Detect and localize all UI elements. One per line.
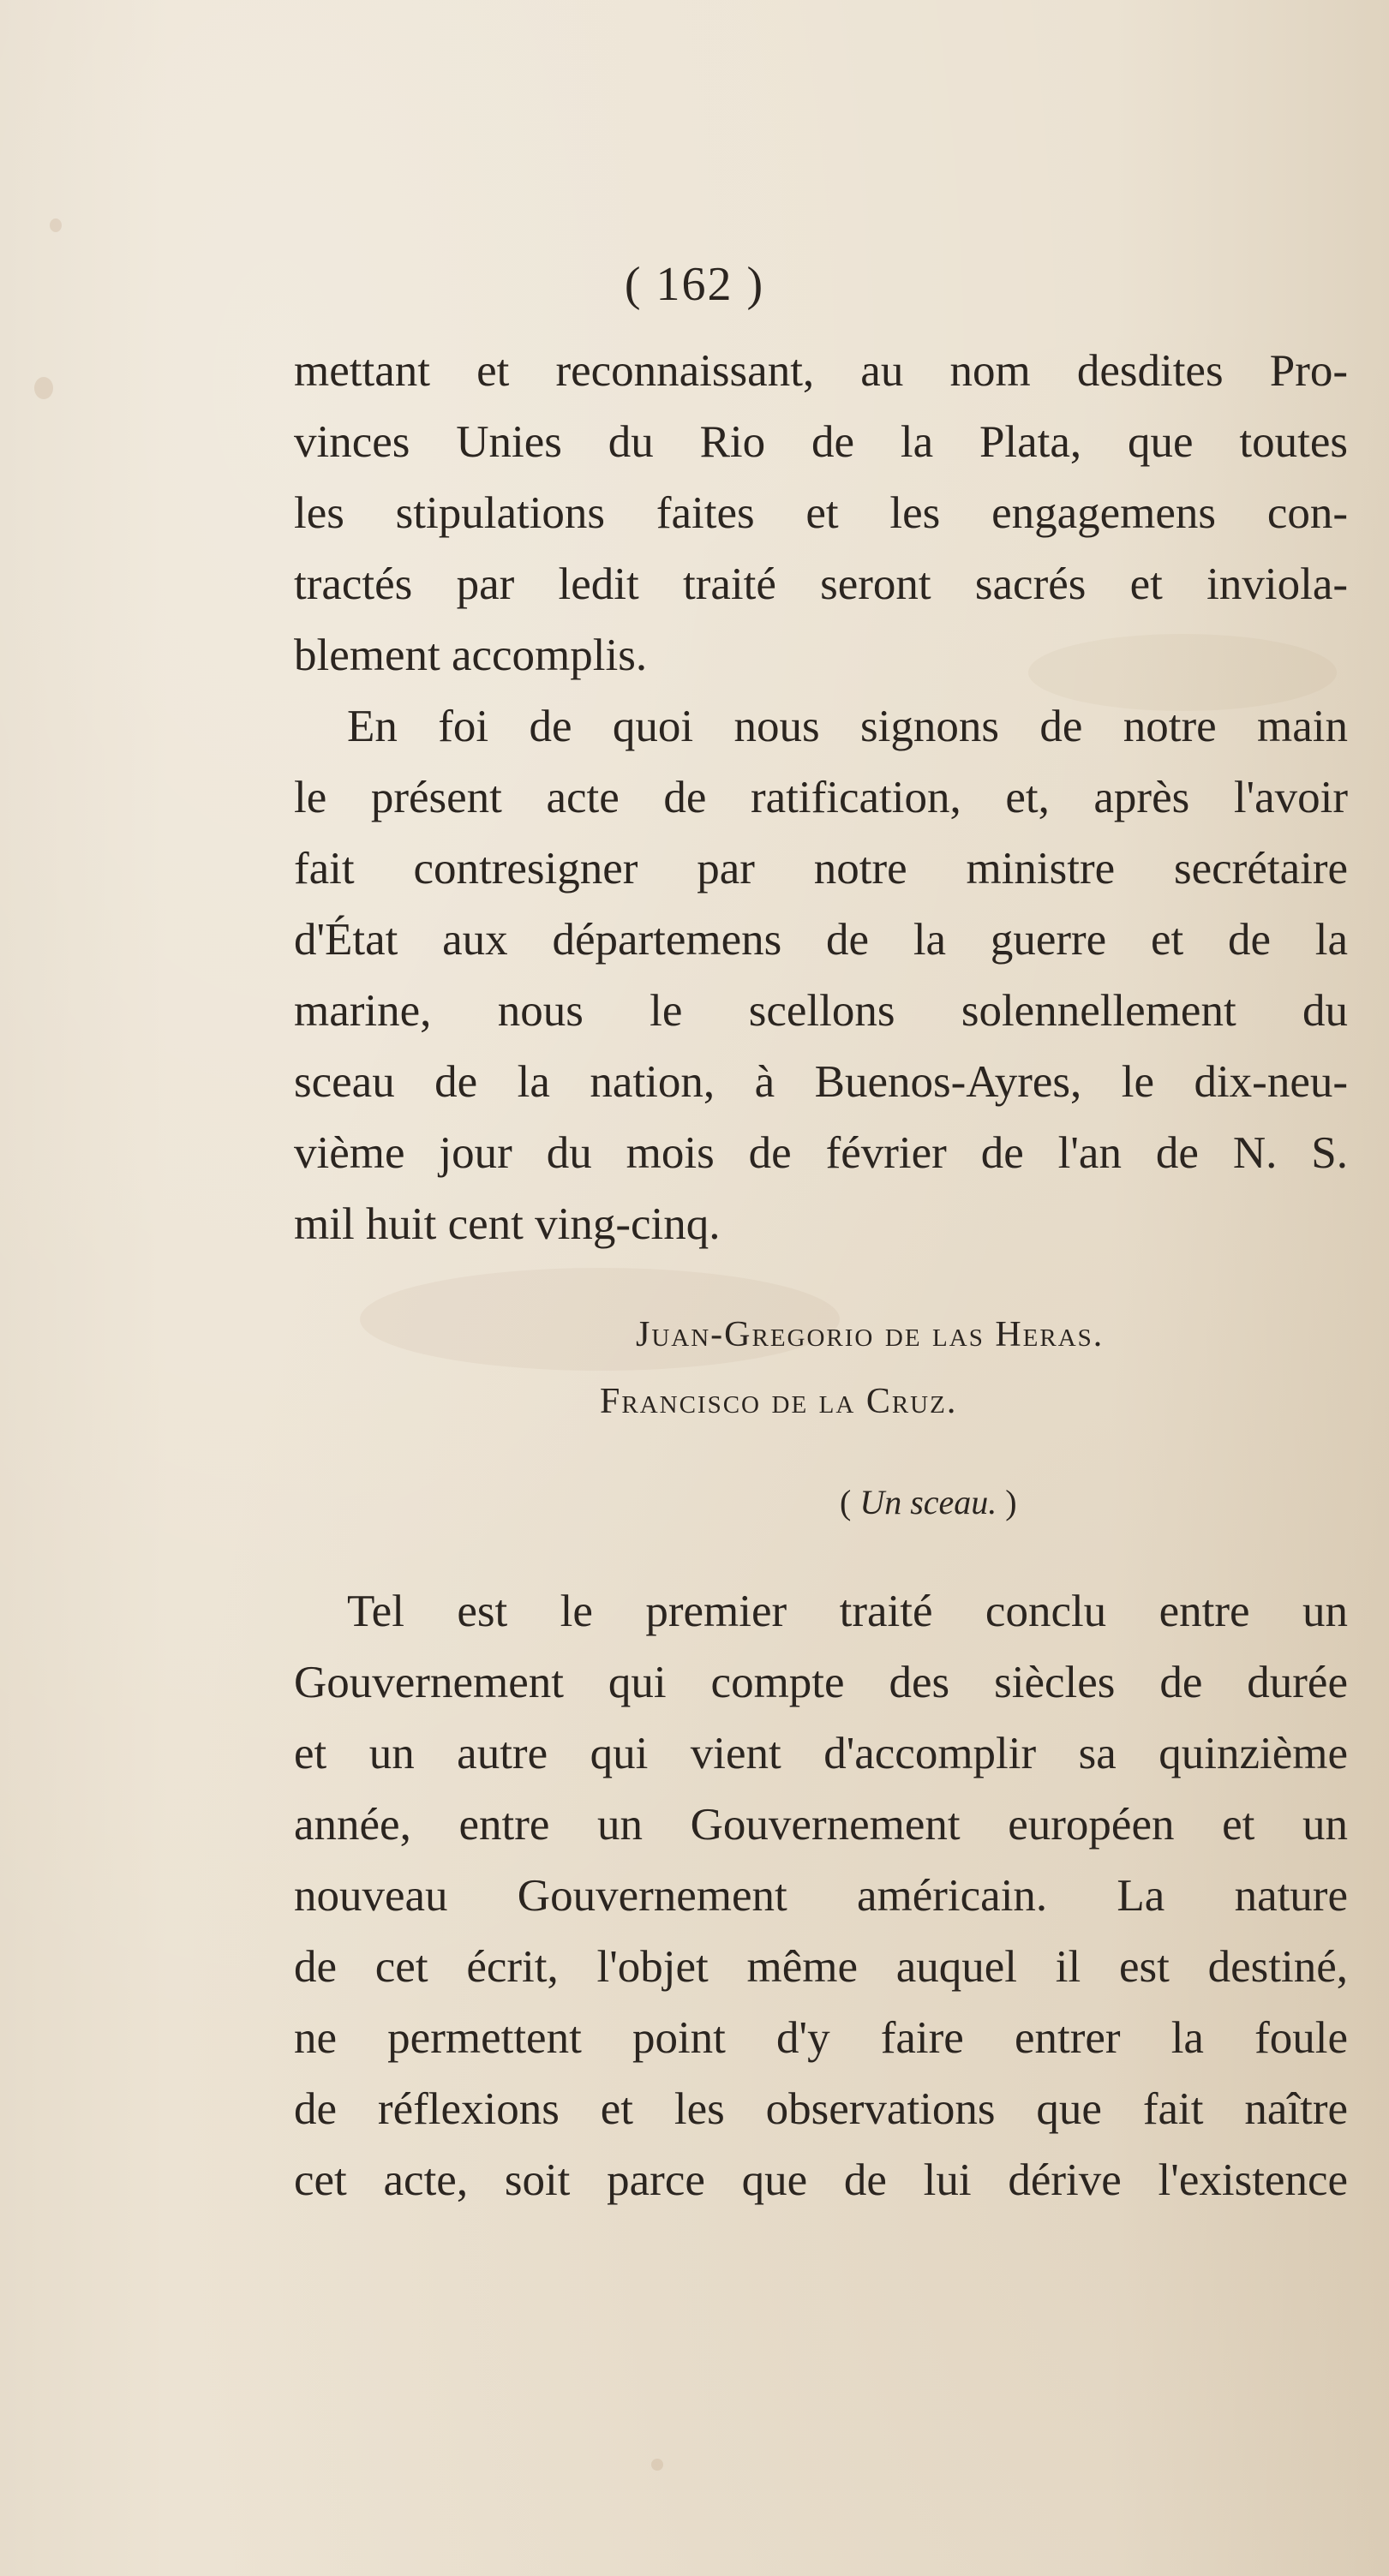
page-number: ( 162 ) <box>624 258 765 311</box>
text-line: de réflexions et les observations que fait naître <box>294 2084 1348 2134</box>
seal-note-close: ) <box>1005 1483 1017 1521</box>
text-line: blement accomplis. <box>294 631 648 680</box>
paper-stain <box>651 2459 663 2471</box>
seal-note-open: ( <box>840 1483 852 1521</box>
text-line: marine, nous le scellons solennellement du <box>294 986 1348 1036</box>
seal-note-text: Un sceau. <box>859 1483 997 1521</box>
body-text <box>294 336 1348 1260</box>
text-line: cet acte, soit parce que de lui dérive l'existence <box>294 2155 1348 2205</box>
paper-stain <box>50 218 62 232</box>
text-line: ne permettent point d'y faire entrer la foule <box>294 2013 1348 2063</box>
text-line: En foi de quoi nous signons de notre main <box>347 702 1348 751</box>
text-line: vième jour du mois de février de l'an de N. S. <box>294 1128 1348 1178</box>
text-line: Tel est le premier traité conclu entre un <box>347 1587 1348 1636</box>
seal-note <box>840 1482 1017 1522</box>
paper-stain <box>34 377 53 399</box>
text-line: les stipulations faites et les engagemens con- <box>294 488 1348 538</box>
text-line: d'État aux départemens de la guerre et de la <box>294 915 1348 965</box>
text-line: Gouvernement qui compte des siècles de durée <box>294 1658 1348 1707</box>
body-text <box>294 1576 1348 2216</box>
text-line: tractés par ledit traité seront sacrés et inviola- <box>294 559 1348 609</box>
text-line: mettant et reconnaissant, au nom desdites Pro- <box>294 346 1348 396</box>
text-line: fait contresigner par notre ministre secrétaire <box>294 844 1348 894</box>
signature-name: Juan-Gregorio de las Heras. <box>636 1315 1105 1354</box>
text-line: et un autre qui vient d'accomplir sa quinzième <box>294 1729 1348 1778</box>
text-line: vinces Unies du Rio de la Plata, que toutes <box>294 417 1348 467</box>
text-line: sceau de la nation, à Buenos-Ayres, le dix-neu- <box>294 1057 1348 1107</box>
text-line: le présent acte de ratification, et, après l'avoir <box>294 773 1348 822</box>
text-line: mil huit cent ving-cinq. <box>294 1199 721 1249</box>
text-line: de cet écrit, l'objet même auquel il est destiné, <box>294 1942 1348 1992</box>
text-line: nouveau Gouvernement américain. La nature <box>294 1871 1348 1921</box>
text-line: année, entre un Gouvernement européen et un <box>294 1800 1348 1850</box>
signature-name: Francisco de la Cruz. <box>600 1382 958 1421</box>
